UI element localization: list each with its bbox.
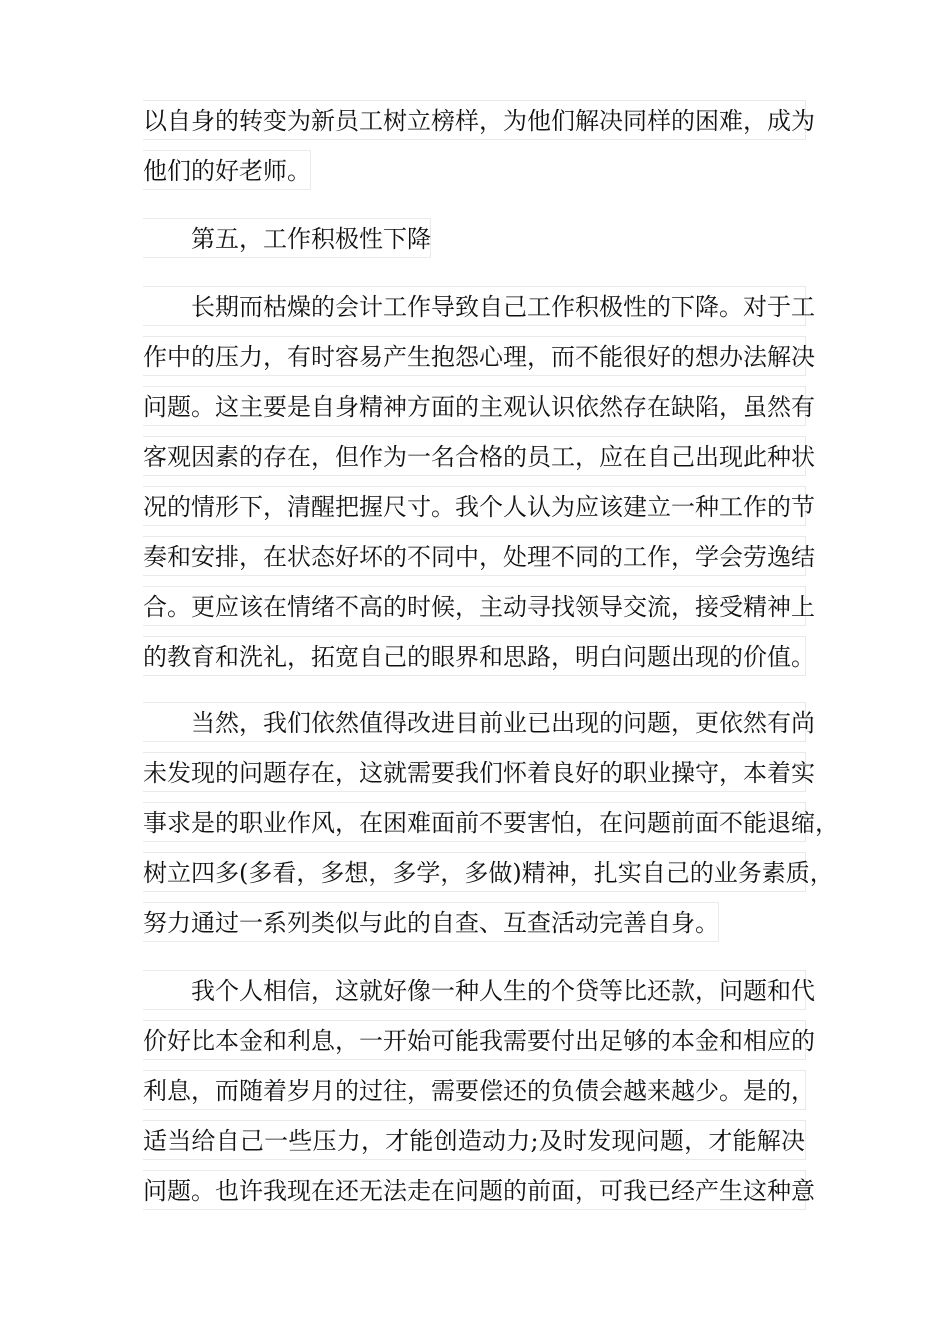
text-line: 况的情形下，清醒把握尺寸。我个人认为应该建立一种工作的节 xyxy=(143,486,806,526)
section-heading: 第五，工作积极性下降 xyxy=(143,218,431,258)
text-line: 奏和安排，在状态好坏的不同中，处理不同的工作，学会劳逸结 xyxy=(143,536,806,576)
text-line: 问题。这主要是自身精神方面的主观认识依然存在缺陷，虽然有 xyxy=(143,386,806,426)
text-line: 他们的好老师。 xyxy=(143,150,311,190)
text-line: 适当给自己一些压力，才能创造动力;及时发现问题，才能解决 xyxy=(143,1120,806,1160)
text-line: 当然，我们依然值得改进目前业已出现的问题，更依然有尚 xyxy=(143,702,806,742)
text-line: 合。更应该在情绪不高的时候，主动寻找领导交流，接受精神上 xyxy=(143,586,806,626)
text-line: 树立四多(多看，多想，多学，多做)精神，扎实自己的业务素质， xyxy=(143,852,806,892)
text-line: 以自身的转变为新员工树立榜样，为他们解决同样的困难，成为 xyxy=(143,100,806,140)
text-line: 努力通过一系列类似与此的自查、互查活动完善自身。 xyxy=(143,902,719,942)
text-line: 事求是的职业作风，在困难面前不要害怕，在问题前面不能退缩， xyxy=(143,802,806,842)
text-line: 作中的压力，有时容易产生抱怨心理，而不能很好的想办法解决 xyxy=(143,336,806,376)
text-line: 未发现的问题存在，这就需要我们怀着良好的职业操守，本着实 xyxy=(143,752,806,792)
text-line: 客观因素的存在，但作为一名合格的员工，应在自己出现此种状 xyxy=(143,436,806,476)
text-line: 问题。也许我现在还无法走在问题的前面，可我已经产生这种意 xyxy=(143,1170,806,1210)
text-line: 长期而枯燥的会计工作导致自己工作积极性的下降。对于工 xyxy=(143,286,806,326)
text-line: 我个人相信，这就好像一种人生的个贷等比还款，问题和代 xyxy=(143,970,806,1010)
text-line: 价好比本金和利息，一开始可能我需要付出足够的本金和相应的 xyxy=(143,1020,806,1060)
text-line: 的教育和洗礼，拓宽自己的眼界和思路，明白问题出现的价值。 xyxy=(143,636,806,676)
text-line: 利息，而随着岁月的过往，需要偿还的负债会越来越少。是的， xyxy=(143,1070,806,1110)
